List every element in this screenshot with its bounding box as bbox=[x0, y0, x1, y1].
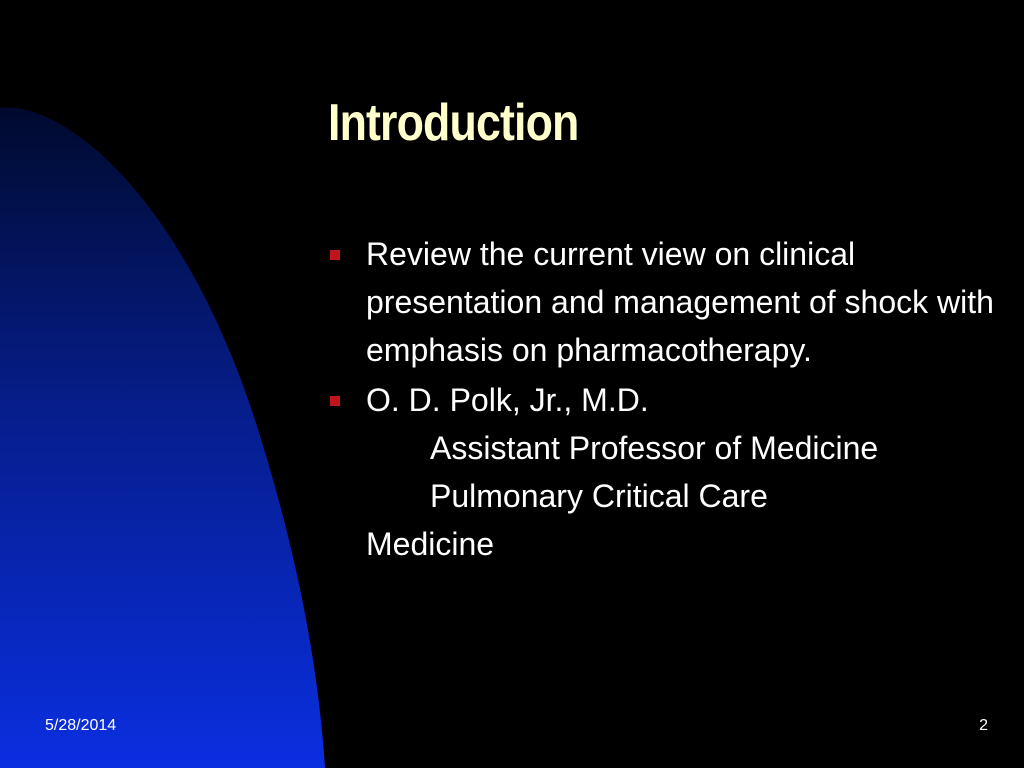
presenter-block bbox=[366, 376, 996, 568]
presenter-name: O. D. Polk, Jr., M.D. bbox=[366, 382, 649, 418]
square-bullet-icon bbox=[330, 250, 340, 260]
blue-arc-shape bbox=[0, 108, 325, 768]
bullet-item-presenter bbox=[326, 376, 1006, 568]
presenter-role: Assistant Professor of Medicine bbox=[430, 430, 879, 466]
footer-date: 5/28/2014 bbox=[45, 717, 117, 734]
presenter-department: Pulmonary Critical Care bbox=[430, 478, 768, 514]
bullet-list bbox=[326, 230, 1006, 570]
bullet-item-review bbox=[326, 230, 1006, 374]
square-bullet-icon bbox=[330, 396, 340, 406]
bullet-text-review: Review the current view on clinical presentation and management of shock with emphasis on pharmacotherapy. bbox=[366, 236, 994, 368]
slide-title: Introduction bbox=[328, 94, 579, 152]
footer-page-number: 2 bbox=[979, 717, 988, 734]
presenter-department-cont: Medicine bbox=[366, 526, 495, 562]
